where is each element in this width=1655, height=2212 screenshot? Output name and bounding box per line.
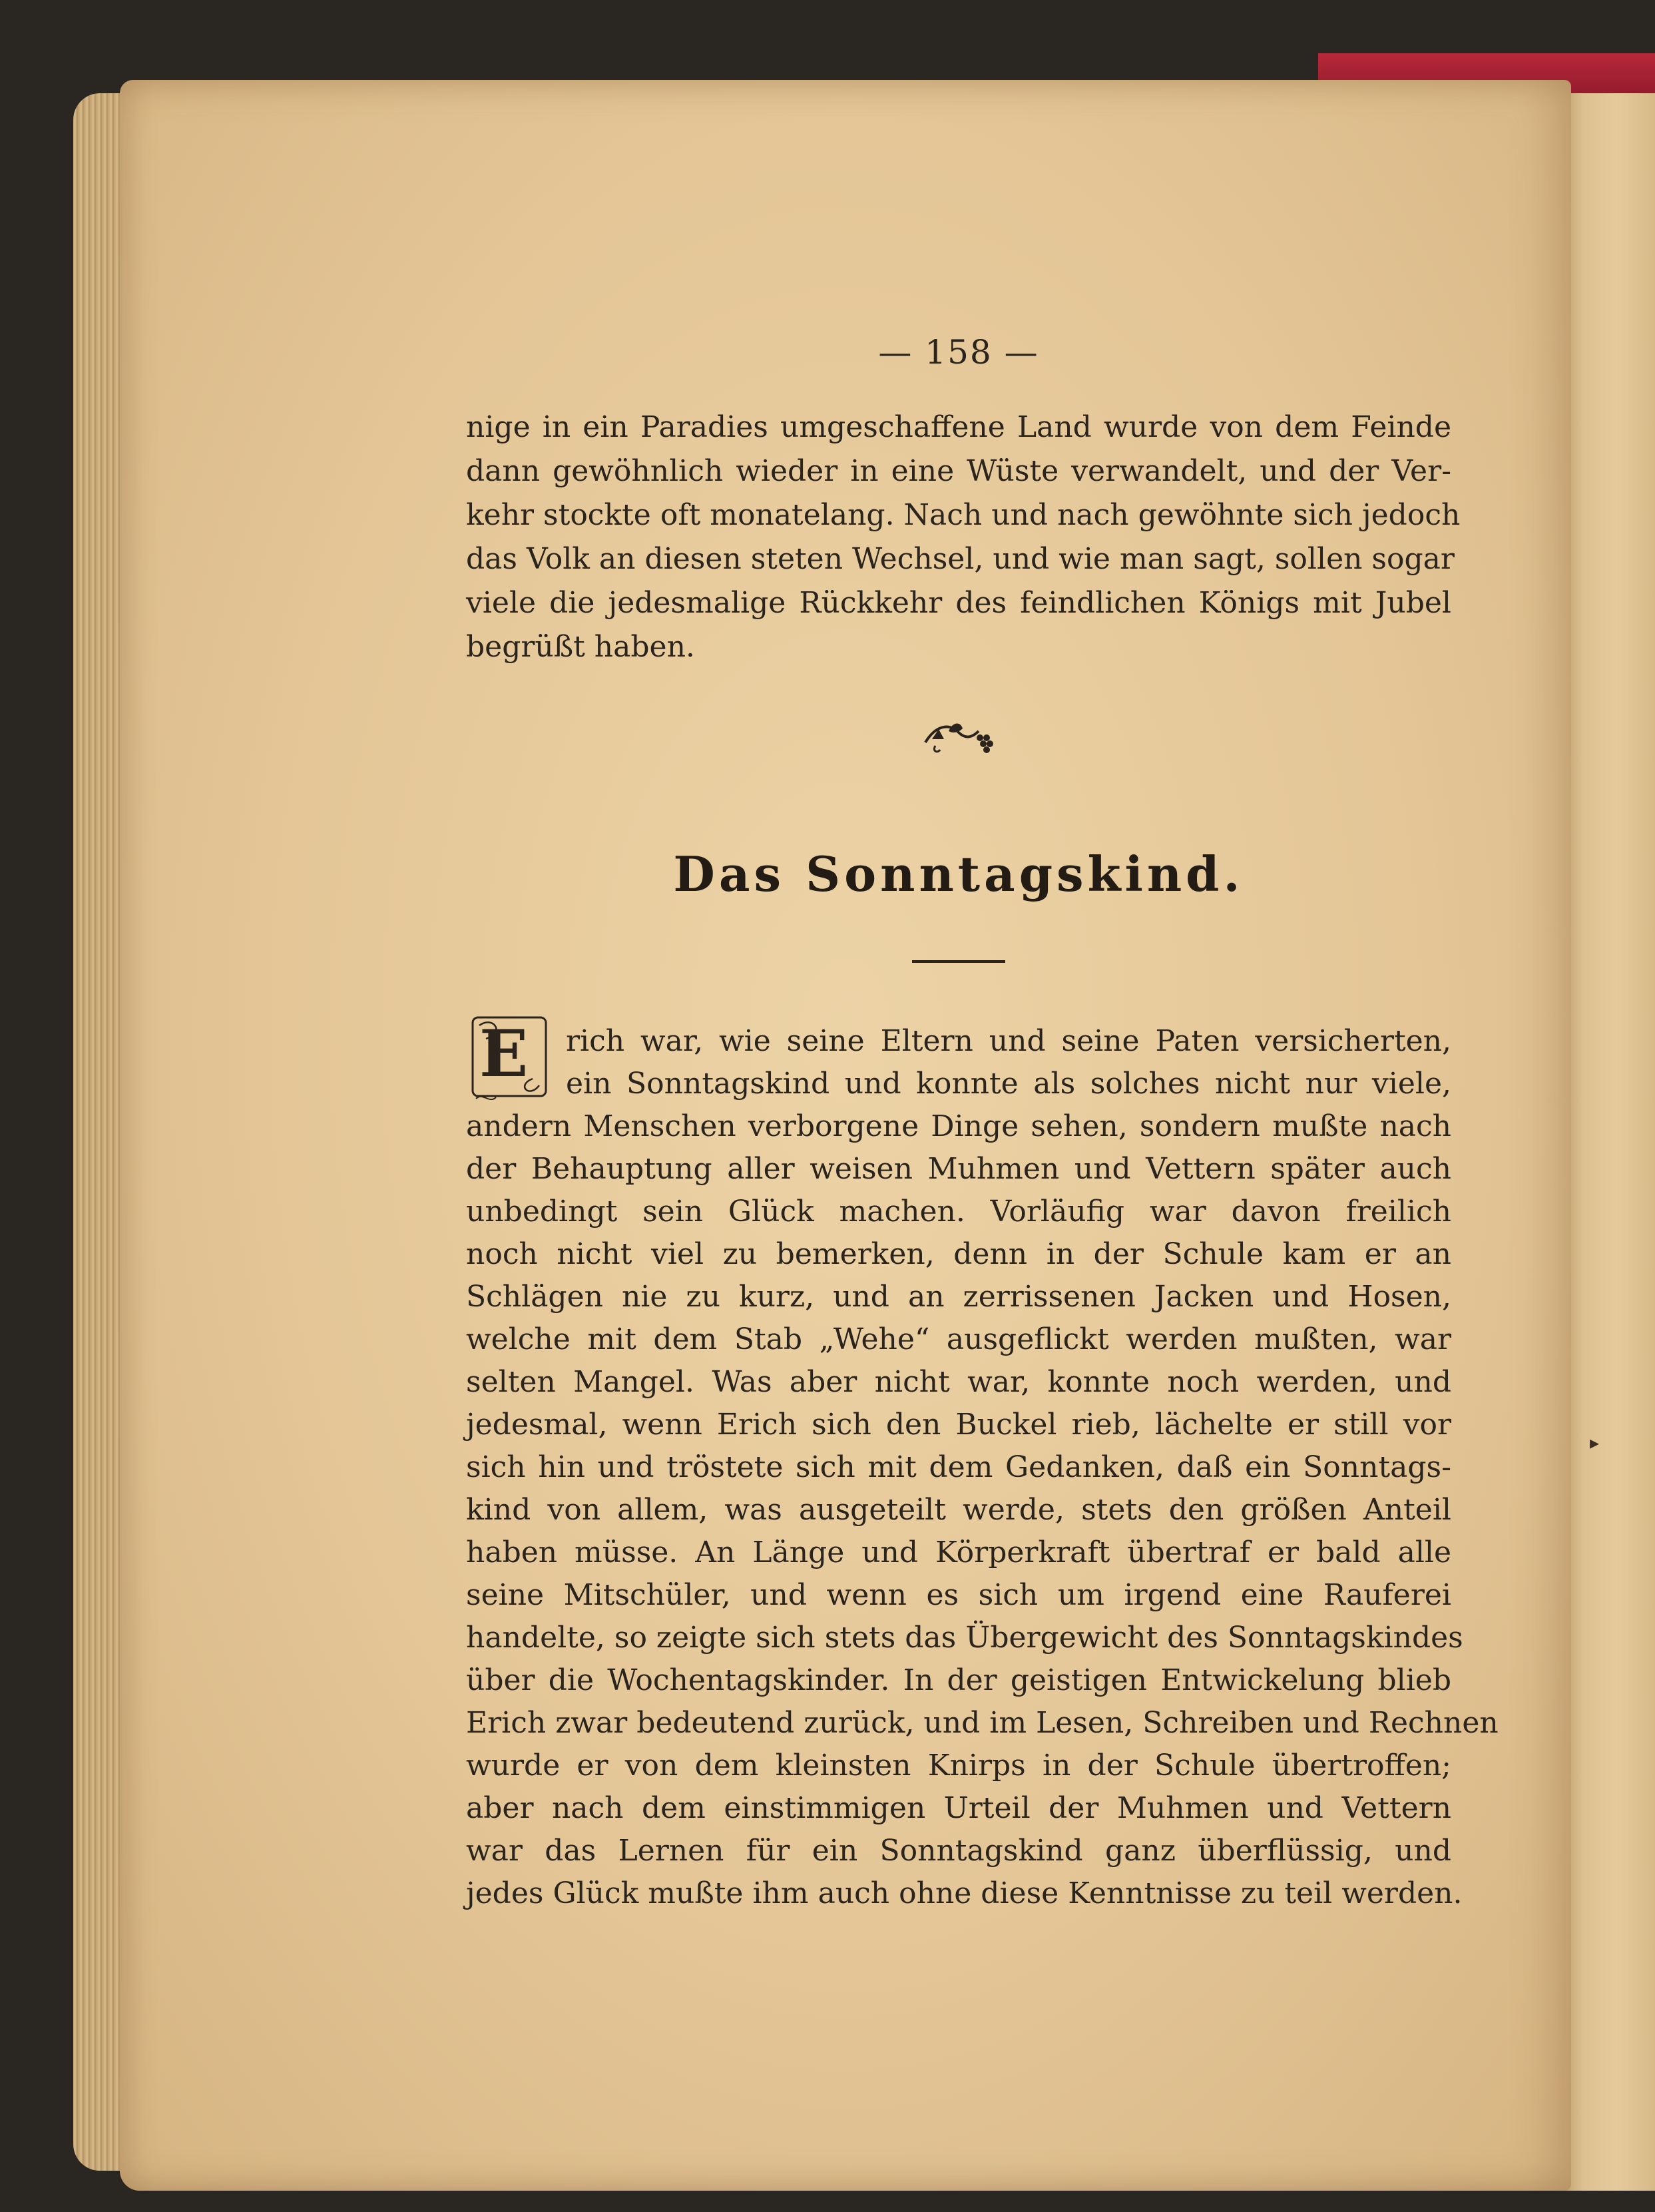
text-line: wurde er von dem kleinsten Knirps in der Schule übertroffen; (466, 1749, 1451, 1783)
text-line: über die Wochentagskinder. In der geistigen Entwickelung blieb (466, 1663, 1451, 1697)
text-line: sich hin und tröstete sich mit dem Gedanken, daß ein Sonntags- (466, 1450, 1451, 1484)
page-number: — 158 — (878, 333, 1039, 372)
text-line: begrüßt haben. (466, 630, 695, 664)
title-rule (912, 960, 1005, 963)
text-line: unbedingt sein Glück machen. Vorläufig war davon freilich (466, 1195, 1451, 1229)
text-line: jedesmal, wenn Erich sich den Buckel rieb, lächelte er still vor (466, 1408, 1451, 1442)
text-line: das Volk an diesen steten Wechsel, und wie man sagt, sollen sogar (466, 542, 1455, 576)
text-line: welche mit dem Stab „Wehe“ ausgeflickt werden mußten, war (466, 1322, 1451, 1356)
text-line: jedes Glück mußte ihm auch ohne diese Kenntnisse zu teil werden. (466, 1876, 1463, 1910)
text-line: aber nach dem einstimmigen Urteil der Muhmen und Vettern (466, 1791, 1451, 1825)
initial-letter: E (479, 1016, 529, 1091)
text-line: kehr stockte oft monatelang. Nach und nach gewöhnte sich jedoch (466, 498, 1461, 532)
facing-page-gutter (1558, 93, 1655, 2191)
text-line: handelte, so zeigte sich stets das Übergewicht des Sonntagskindes (466, 1621, 1463, 1655)
text-line: rich war, wie seine Eltern und seine Paten versicherten, (566, 1024, 1451, 1058)
text-line: war das Lernen für ein Sonntagskind ganz überflüssig, und (466, 1834, 1451, 1868)
gutter-mark: ▸ (1590, 1432, 1600, 1454)
text-line: noch nicht viel zu bemerken, denn in der Schule kam er an (466, 1237, 1451, 1271)
grape-vine-fleuron-icon (919, 712, 999, 759)
text-line: der Behauptung aller weisen Muhmen und Vettern später auch (466, 1152, 1451, 1186)
chapter-title: Das Sonntagskind. (673, 846, 1244, 902)
text-line: Schlägen nie zu kurz, und an zerrissenen Jacken und Hosen, (466, 1280, 1451, 1314)
text-line: seine Mitschüler, und wenn es sich um irgend eine Rauferei (466, 1578, 1451, 1612)
text-line: Erich zwar bedeutend zurück, und im Lesen, Schreiben und Rechnen (466, 1706, 1499, 1740)
decorated-initial (466, 1012, 559, 1105)
text-line: dann gewöhnlich wieder in eine Wüste verwandelt, und der Ver- (466, 454, 1451, 488)
text-line: viele die jedesmalige Rückkehr des feindlichen Königs mit Jubel (466, 586, 1451, 620)
book-page (120, 80, 1571, 2191)
text-line: haben müsse. An Länge und Körperkraft übertraf er bald alle (466, 1535, 1451, 1569)
text-line: kind von allem, was ausgeteilt werde, stets den größen Anteil (466, 1493, 1451, 1527)
text-line: ein Sonntagskind und konnte als solches nicht nur viele, (566, 1067, 1451, 1101)
text-line: nige in ein Paradies umgeschaffene Land wurde von dem Feinde (466, 410, 1451, 444)
text-line: selten Mangel. Was aber nicht war, konnte noch werden, und (466, 1365, 1451, 1399)
text-line: andern Menschen verborgene Dinge sehen, sondern mußte nach (466, 1109, 1451, 1143)
